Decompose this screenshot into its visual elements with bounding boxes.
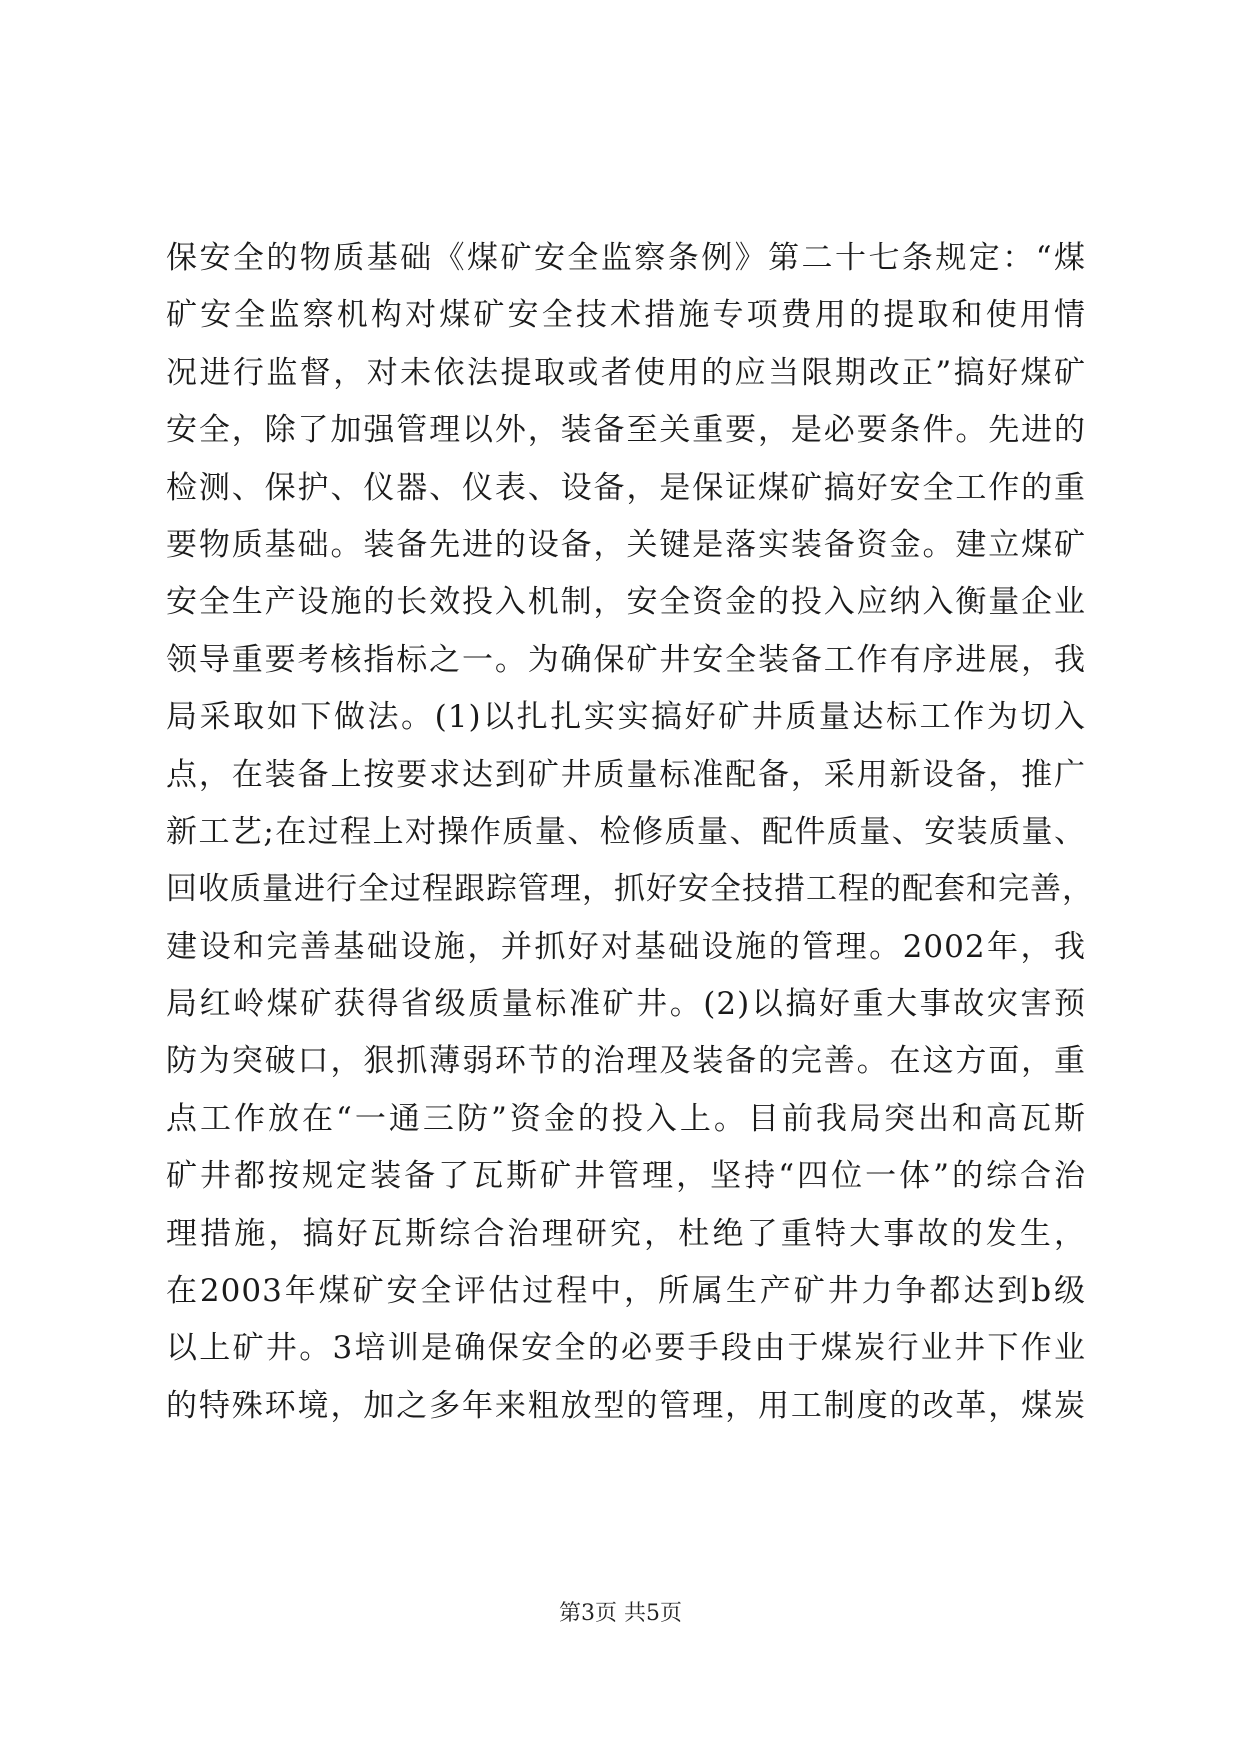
text-line: 新工艺;在过程上对操作质量、检修质量、配件质量、安装质量、 bbox=[166, 813, 1086, 850]
text-line: 安全生产设施的长效投入机制，安全资金的投入应纳入衡量企业 bbox=[166, 584, 1086, 621]
text-line: 局红岭煤矿获得省级质量标准矿井。(2)以搞好重大事故灾害预 bbox=[166, 986, 1086, 1023]
text-line: 以上矿井。3培训是确保安全的必要手段由于煤炭行业井下作业 bbox=[166, 1330, 1086, 1367]
text-line: 建设和完善基础设施，并抓好对基础设施的管理。2002年，我 bbox=[166, 928, 1086, 965]
text-line: 理措施，搞好瓦斯综合治理研究，杜绝了重特大事故的发生， bbox=[166, 1215, 1086, 1252]
text-line: 检测、保护、仪器、仪表、设备，是保证煤矿搞好安全工作的重 bbox=[166, 469, 1086, 506]
body-text bbox=[166, 230, 1094, 1435]
text-line: 况进行监督，对未依法提取或者使用的应当限期改正”搞好煤矿 bbox=[166, 354, 1086, 391]
text-line: 点，在装备上按要求达到矿井质量标准配备，采用新设备，推广 bbox=[166, 756, 1086, 793]
text-line: 回收质量进行全过程跟踪管理，抓好安全技措工程的配套和完善， bbox=[166, 871, 1094, 908]
text-line: 点工作放在“一通三防”资金的投入上。目前我局突出和高瓦斯 bbox=[166, 1100, 1086, 1137]
text-line: 保安全的物质基础《煤矿安全监察条例》第二十七条规定：“煤 bbox=[166, 240, 1086, 276]
page-number-footer: 第3页 共5页 bbox=[559, 1601, 682, 1626]
text-line: 矿安全监察机构对煤矿安全技术措施专项费用的提取和使用情 bbox=[166, 297, 1086, 334]
text-line: 要物质基础。装备先进的设备，关键是落实装备资金。建立煤矿 bbox=[166, 526, 1086, 563]
text-line: 安全，除了加强管理以外，装备至关重要，是必要条件。先进的 bbox=[166, 412, 1086, 449]
text-line: 局采取如下做法。(1)以扎扎实实搞好矿井质量达标工作为切入 bbox=[166, 699, 1086, 736]
text-line: 在2003年煤矿安全评估过程中，所属生产矿井力争都达到b级 bbox=[166, 1273, 1086, 1310]
text-line: 领导重要考核指标之一。为确保矿井安全装备工作有序进展，我 bbox=[166, 641, 1086, 678]
text-line: 矿井都按规定装备了瓦斯矿井管理，坚持“四位一体”的综合治 bbox=[166, 1158, 1086, 1195]
text-line: 防为突破口，狠抓薄弱环节的治理及装备的完善。在这方面，重 bbox=[166, 1043, 1086, 1080]
text-line: 的特殊环境，加之多年来粗放型的管理，用工制度的改革，煤炭 bbox=[166, 1387, 1086, 1424]
